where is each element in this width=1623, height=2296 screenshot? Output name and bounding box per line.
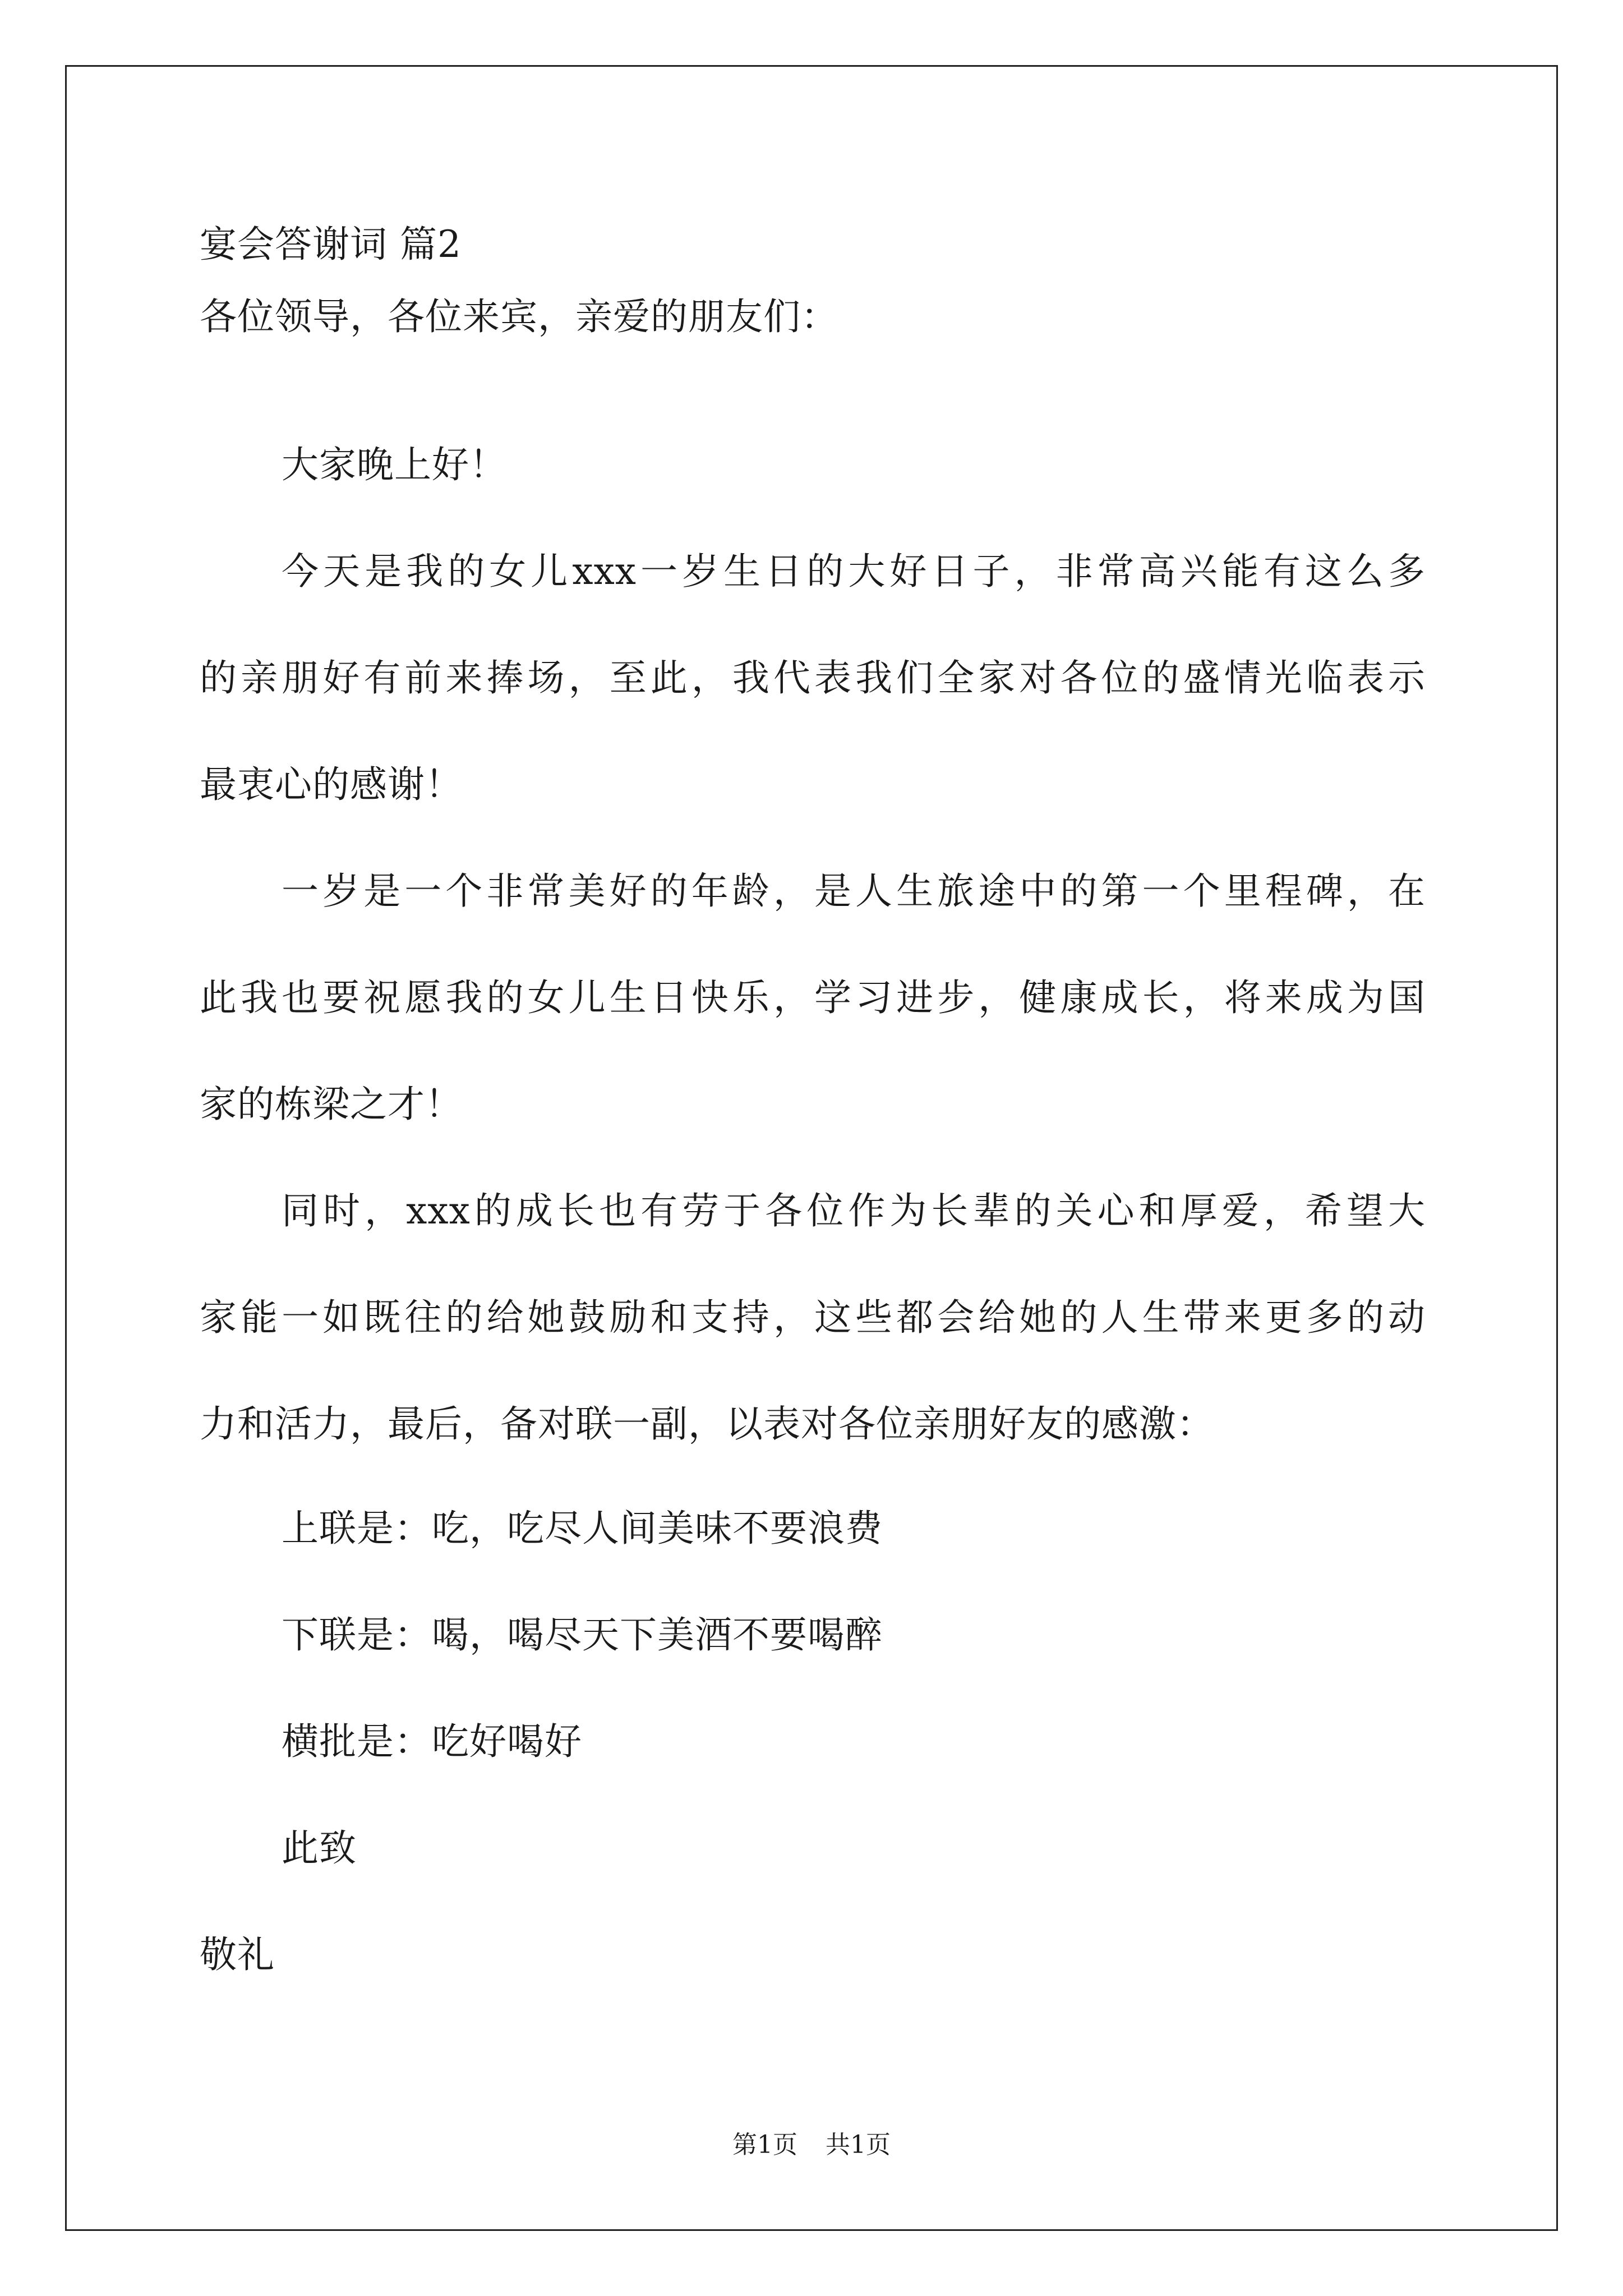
paragraph-line: 家的栋梁之才！ — [200, 1083, 463, 1126]
paragraph-line: 此致 — [282, 1826, 357, 1870]
paragraph-line: 的亲朋好有前来捧场，至此，我代表我们全家对各位的盛情光临表示 — [200, 656, 1426, 700]
paragraph-line: 横批是：吃好喝好 — [282, 1720, 582, 1763]
page-number: 第1页 — [732, 2131, 797, 2159]
paragraph-line: 同时，xxx的成长也有劳于各位作为长辈的关心和厚爱，希望大 — [282, 1189, 1426, 1232]
paragraph-line: 敬礼 — [200, 1933, 275, 1976]
paragraph-line: 今天是我的女儿xxx一岁生日的大好日子，非常高兴能有这么多 — [282, 550, 1426, 593]
page-footer — [0, 2133, 1623, 2157]
page-total: 共1页 — [826, 2131, 891, 2159]
paragraph-line: 力和活力，最后，备对联一副，以表对各位亲朋好友的感激： — [200, 1402, 1214, 1446]
paragraph-line: 家能一如既往的给她鼓励和支持，这些都会给她的人生带来更多的动 — [200, 1296, 1426, 1339]
greeting-line: 各位领导，各位来宾，亲爱的朋友们： — [200, 295, 838, 338]
page-border — [65, 65, 1558, 2231]
paragraph-line: 下联是：喝，喝尽天下美酒不要喝醉 — [282, 1613, 883, 1657]
paragraph-line: 此我也要祝愿我的女儿生日快乐，学习进步，健康成长，将来成为国 — [200, 976, 1426, 1019]
paragraph-line: 一岁是一个非常美好的年龄，是人生旅途中的第一个里程碑，在 — [282, 869, 1426, 913]
paragraph-line: 大家晚上好！ — [282, 443, 507, 486]
paragraph-line: 上联是：吃，吃尽人间美味不要浪费 — [282, 1507, 883, 1550]
document-title: 宴会答谢词 篇2 — [200, 223, 462, 266]
paragraph-line: 最衷心的感谢！ — [200, 763, 463, 806]
